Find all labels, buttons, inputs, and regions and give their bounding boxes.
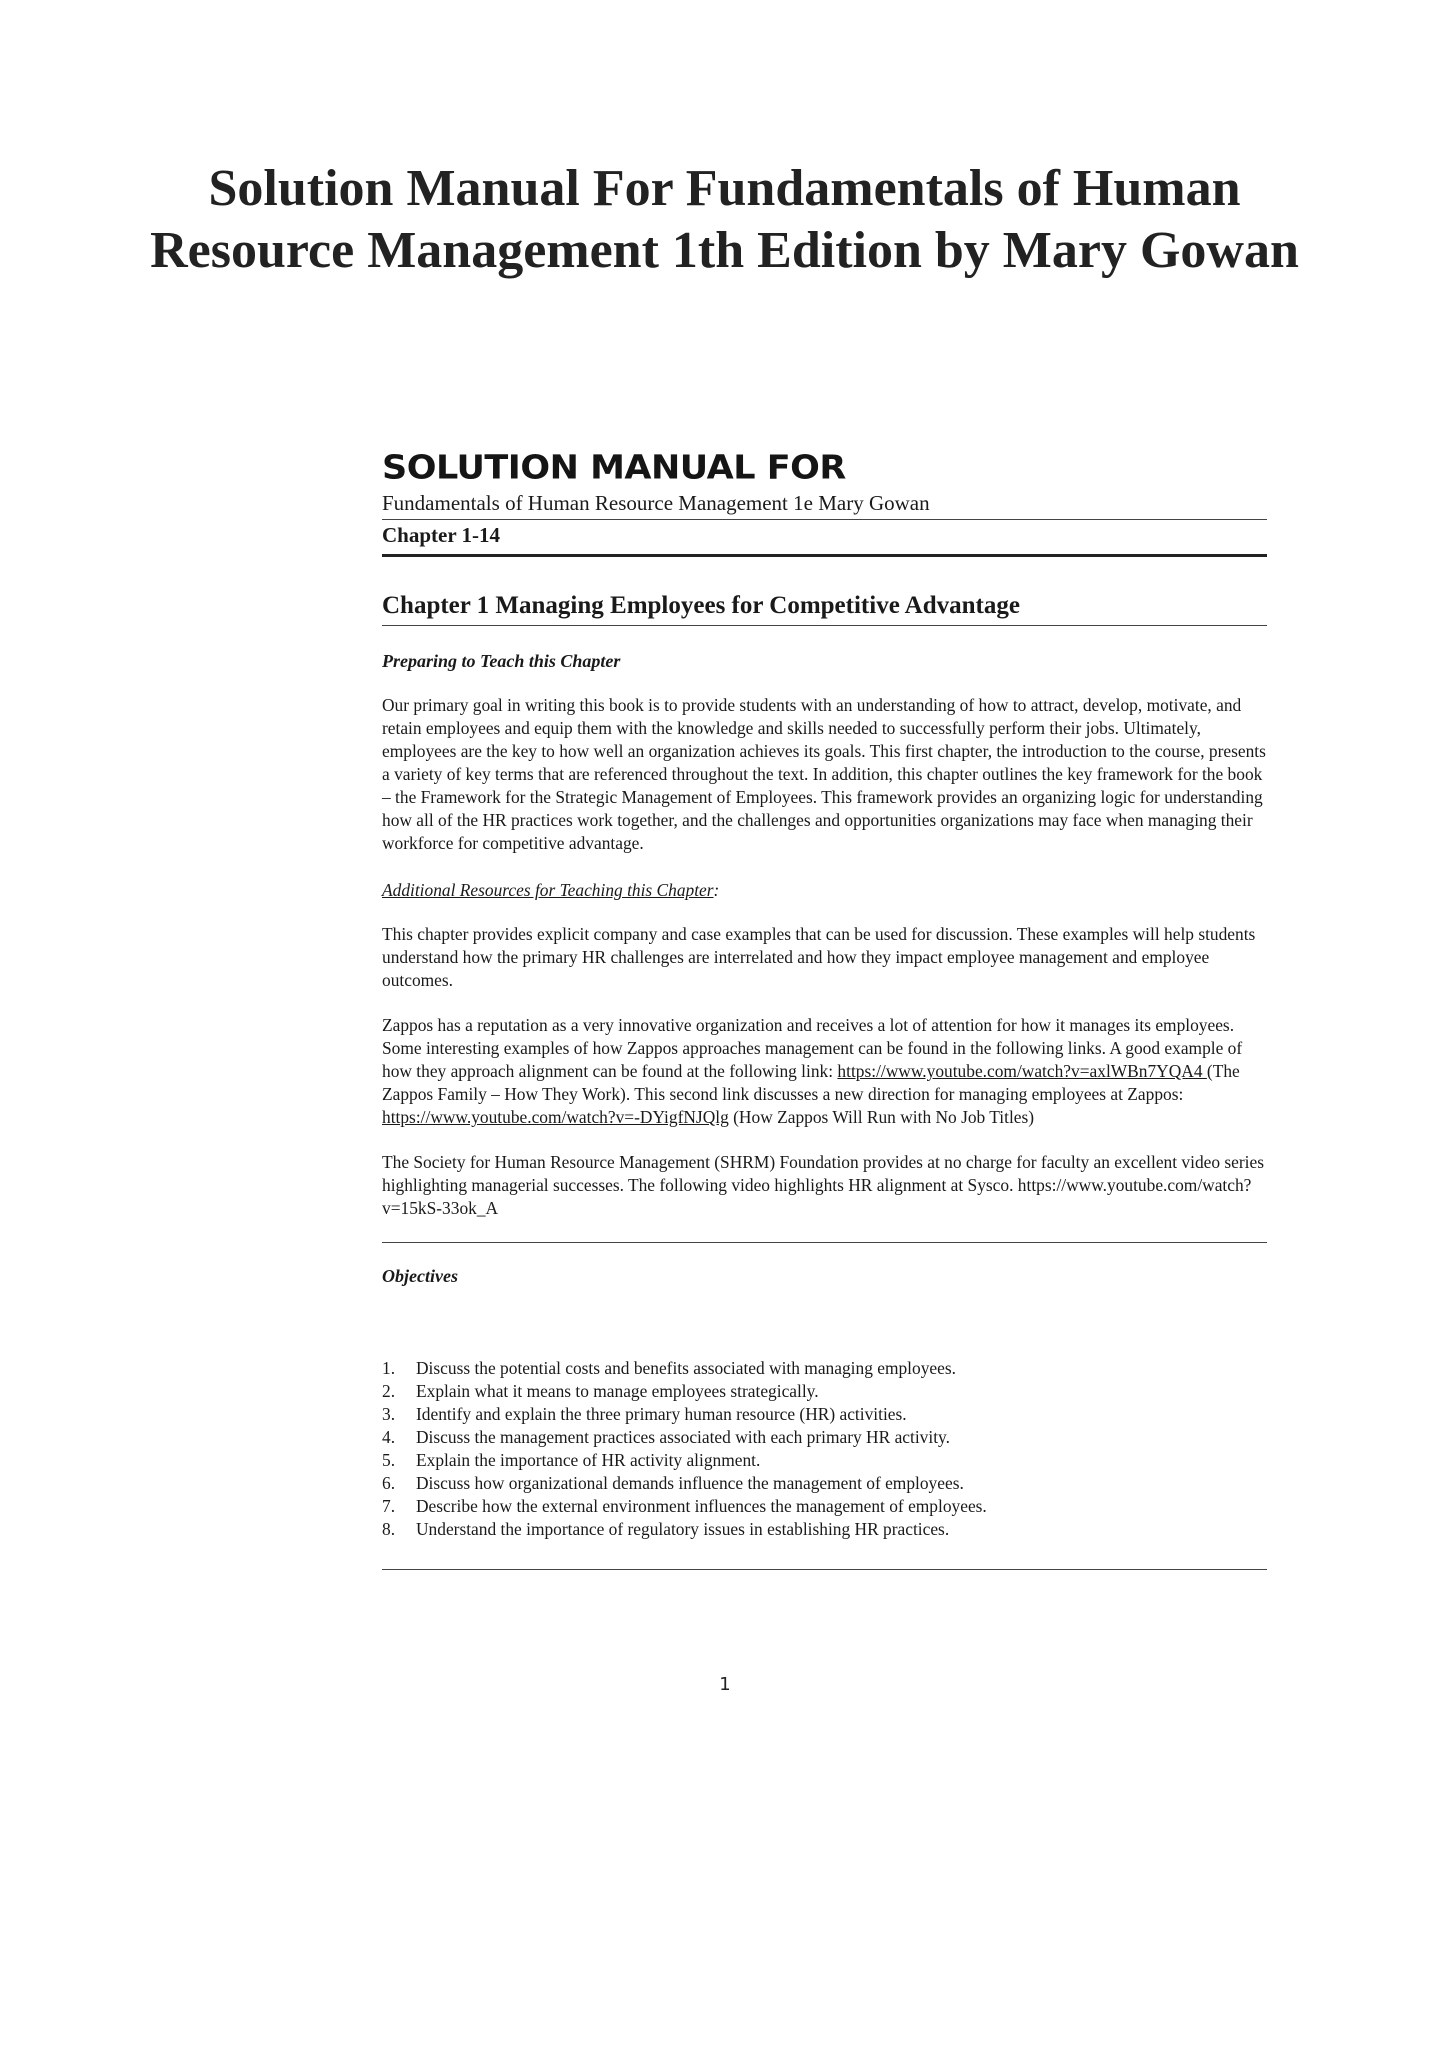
objective-item: [382, 1495, 1267, 1518]
objective-number: 3.: [382, 1404, 396, 1424]
objective-text: Explain what it means to manage employees strategically.: [416, 1381, 819, 1401]
objective-text: Explain the importance of HR activity alignment.: [416, 1450, 761, 1470]
objective-item: [382, 1380, 1267, 1403]
preparing-heading: Preparing to Teach this Chapter: [382, 651, 621, 671]
book-subtitle: Fundamentals of Human Resource Management 1e Mary Gowan: [382, 490, 1267, 520]
section-divider: [382, 1242, 1267, 1243]
objective-text: Describe how the external environment influences the management of employees.: [416, 1496, 987, 1516]
objective-number: 6.: [382, 1473, 396, 1493]
zappos-link-2[interactable]: https://www.youtube.com/watch?v=-DYigfNJQlg: [382, 1107, 729, 1127]
objective-item: [382, 1426, 1267, 1449]
objective-item: [382, 1357, 1267, 1380]
resources-heading-text: Additional Resources for Teaching this Chapter: [382, 880, 714, 900]
objective-item: [382, 1403, 1267, 1426]
objective-number: 5.: [382, 1450, 396, 1470]
objective-item: [382, 1449, 1267, 1472]
zappos-link-1-caption: (The Zappos Family – How They Work). This second link discusses a new direction for managing employees at Zappos:: [382, 1061, 1240, 1104]
zappos-paragraph: [382, 1014, 1267, 1129]
objective-text: Discuss the management practices associated with each primary HR activity.: [416, 1427, 950, 1447]
zappos-intro: Zappos has a reputation as a very innovative organization and receives a lot of attention for how it manages its employees. Some interesting examples of how Zappos approaches management can be found in the following links. A good example of how they approach alignment can be found at the following link:: [382, 1015, 1243, 1081]
document-body: [382, 448, 1267, 1570]
page-number: 1: [719, 1674, 731, 1695]
chapter-range: Chapter 1-14: [382, 520, 1267, 557]
objective-item: [382, 1472, 1267, 1495]
solution-manual-brand: SOLUTION MANUAL FOR: [382, 448, 846, 487]
objective-number: 2.: [382, 1381, 396, 1401]
resources-paragraph: This chapter provides explicit company and case examples that can be used for discussion. These examples will help students understand how the primary HR challenges are interrelated and how they impact employee management and employee outcomes.: [382, 924, 1256, 990]
bottom-divider: [382, 1569, 1267, 1570]
page-title: Solution Manual For Fundamentals of Human Resource Management 1th Edition by Mary Gowan: [150, 160, 1299, 279]
objective-text: Identify and explain the three primary human resource (HR) activities.: [416, 1404, 907, 1424]
zappos-link-2-caption: (How Zappos Will Run with No Job Titles): [728, 1107, 1035, 1127]
objectives-heading: Objectives: [382, 1266, 458, 1286]
objective-item: [382, 1518, 1267, 1541]
objective-number: 7.: [382, 1496, 396, 1516]
objective-text: Understand the importance of regulatory issues in establishing HR practices.: [416, 1519, 950, 1539]
objective-text: Discuss how organizational demands influence the management of employees.: [416, 1473, 964, 1493]
zappos-link-1[interactable]: https://www.youtube.com/watch?v=axlWBn7YQA4: [837, 1061, 1207, 1081]
objective-number: 1.: [382, 1358, 396, 1378]
shrm-paragraph: The Society for Human Resource Management (SHRM) Foundation provides at no charge for faculty an excellent video series highlighting managerial successes. The following video highlights HR alignment at Sysco. https://www.youtube.com/watch?v=15kS-33ok_A: [382, 1152, 1264, 1218]
objective-text: Discuss the potential costs and benefits associated with managing employees.: [416, 1358, 956, 1378]
objective-number: 8.: [382, 1519, 396, 1539]
resources-heading: [382, 879, 1267, 901]
objective-number: 4.: [382, 1427, 396, 1447]
resources-heading-colon: :: [713, 880, 720, 900]
objectives-list: [382, 1357, 1267, 1541]
chapter-title: Chapter 1 Managing Employees for Competitive Advantage: [382, 591, 1267, 626]
preparing-paragraph: Our primary goal in writing this book is to provide students with an understanding of how to attract, develop, motivate, and retain employees and equip them with the knowledge and skills needed to successfully perform their jobs. Ultimately, employees are the key to how well an organization achieves its goals. This first chapter, the introduction to the course, presents a variety of key terms that are referenced throughout the text. In addition, this chapter outlines the key framework for the book – the Framework for the Strategic Management of Employees. This framework provides an organizing logic for understanding how all of the HR practices work together, and the challenges and opportunities organizations may face when managing their workforce for competitive advantage.: [382, 695, 1266, 853]
